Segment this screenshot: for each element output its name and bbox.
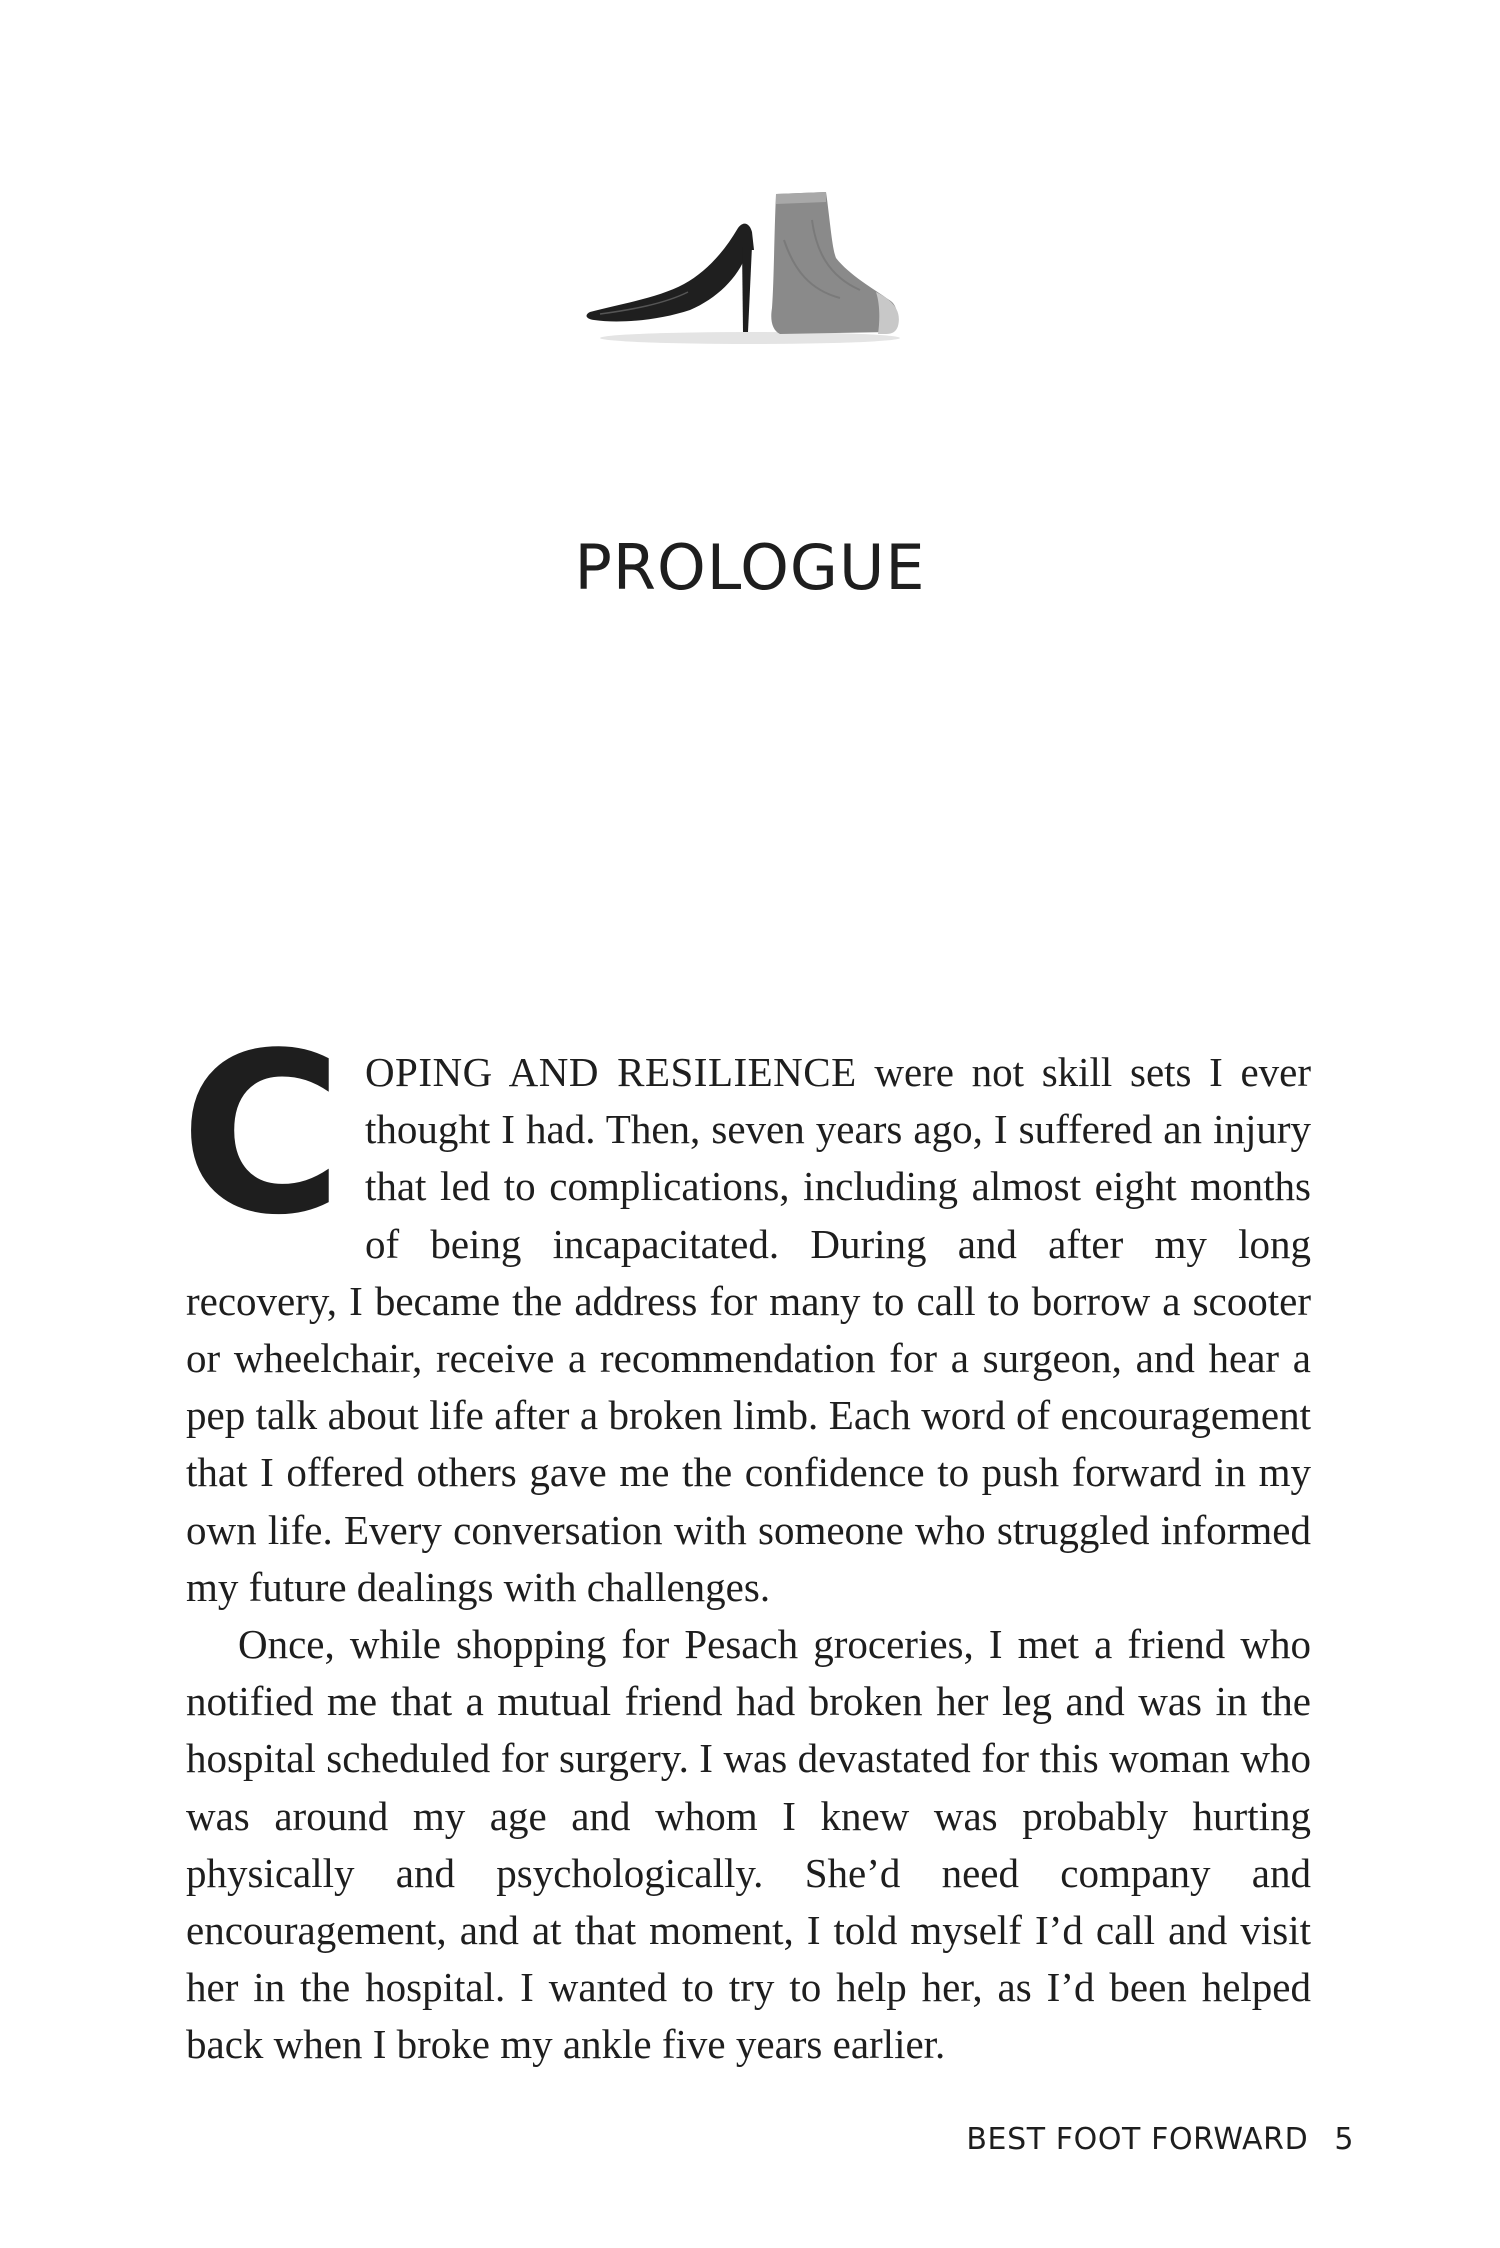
drop-cap: C: [180, 1006, 343, 1264]
chapter-title: PROLOGUE: [574, 531, 926, 604]
running-title: BEST FOOT FORWARD: [966, 2122, 1309, 2157]
lead-in-caps: OPING AND RESILIENCE: [364, 1049, 857, 1095]
running-footer: [966, 2120, 1354, 2160]
paragraph-1-text: were not skill sets I ever thought I had. Then, seven years ago, I suffered an injury that led to complications, including almost eight months of being incapacitated. During and after my long recovery, I became the address for many to call to borrow a scooter or wheelchair, receive a recommendation for a surgeon, and hear a pep talk about life after a broken limb. Each word of encouragement that I offered others gave me the confidence to push forward in my own life. Every conversation with someone who struggled informed my future dealings with challenges.: [186, 1049, 1311, 1610]
page-number: 5: [1334, 2122, 1354, 2157]
high-heel-and-cast-icon: [580, 180, 920, 350]
walking-cast-icon: [771, 192, 899, 334]
body-text: [180, 1006, 1311, 2074]
paragraph-1: [180, 1006, 1311, 1616]
paragraph-2: Once, while shopping for Pesach groceries, I met a friend who notified me that a mutual friend had broken her leg and was in the hospital scheduled for surgery. I was devastated for this woman who was around my age and whom I knew was probably hurting physically and psychologically. She’d need company and encouragement, and at that moment, I told myself I’d call and visit her in the hospital. I wanted to try to help her, as I’d been helped back when I broke my ankle five years earlier.: [186, 1621, 1311, 2068]
high-heel-shoe-icon: [587, 224, 754, 332]
